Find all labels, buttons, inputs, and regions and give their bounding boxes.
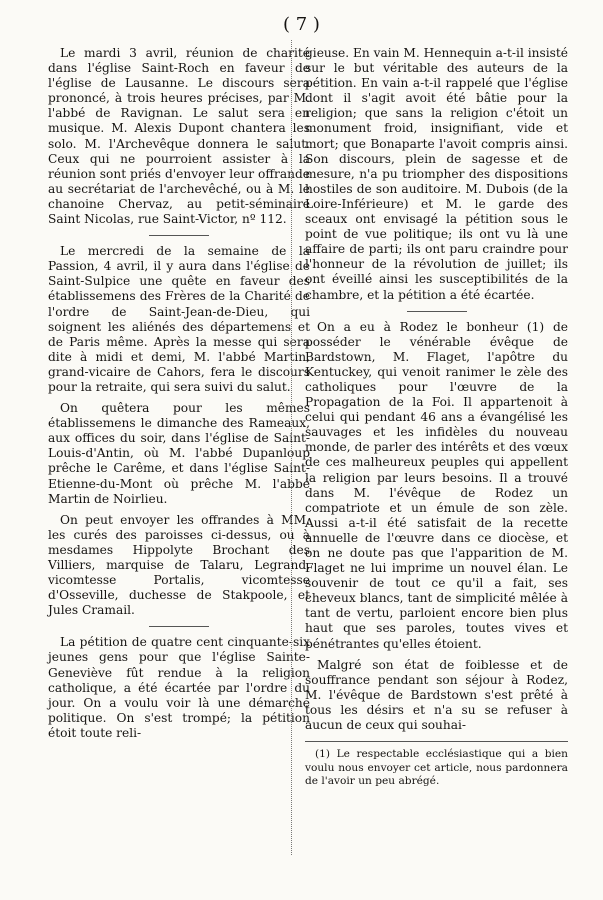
right-column bbox=[305, 46, 568, 789]
section-divider bbox=[149, 626, 209, 627]
section-divider bbox=[149, 235, 209, 236]
article-offerings: On peut envoyer les offrandes à MM. les curés des paroisses ci-dessus, ou à mesdames Hippolyte Brochant des Villiers, marquise de Talaru, Legrand, vicomtesse Portalis, vicomtesse d'Osseville, duchesse de Stakpoole, et Jules Cramail. bbox=[48, 512, 310, 618]
article-petition-start: La pétition de quatre cent cinquante-six jeunes gens pour que l'église Sainte-Geneviève fût rendue à la religion catholique, a été écartée par l'ordre du jour. On a voulu voir là une démarche politique. On s'est trompé; la pétition étoit toute reli- bbox=[48, 635, 310, 740]
article-rodez-bishop: On a eu à Rodez le bonheur (1) de posséder le vénérable évêque de Bardstown, M. Flaget, l'apôtre du Kentuckey, qui venoit ranimer le zèle des catholiques pour l'œuvre de la Propagation de la Foi. Il appartenoit à celui qui pendant 46 ans a évangélisé les sauvages et les infidèles du nouveau monde, de parler des intérêts et des vœux de ces malheureux peuples qui appellent la religion par leurs besoins. Il a trouvé dans M. l'évêque de Rodez un compatriote et un émule de son zèle. Aussi a-t-il été satisfait de la recette annuelle de l'œuvre dans ce diocèse, et on ne doute pas que l'apparition de M. Flaget ne lui imprime un nouvel élan. Le souvenir de tout ce qu'il a fait, ses cheveux blancs, tant de simplicité mêlée à tant de vertu, parloient encore bien plus haut que ses paroles, toutes vives et pénétrantes qu'elles étoient. bbox=[305, 319, 568, 651]
footnote: (1) Le respectable ecclésiastique qui a bien voulu nous envoyer cet article, nous pardonnera de l'avoir un peu abrégé. bbox=[305, 741, 568, 789]
article-rodez-continued: Malgré son état de foiblesse et de souffrance pendant son séjour à Rodez, M. l'évêque de Bardstown s'est prêté à tous les désirs et n'a su se refuser à aucun de ceux qui souhai- bbox=[305, 657, 568, 733]
column-divider bbox=[291, 40, 292, 855]
article-saint-sulpice-collection: Le mercredi de la semaine de la Passion, 4 avril, il y aura dans l'église de Saint-Sulpice une quête en faveur des établissemens des Frères de la Charité de l'ordre de Saint-Jean-de-Dieu, qui soignent les aliénés des départemens et de Paris même. Après la messe qui sera dite à midi et demi, M. l'abbé Martin, grand-vicaire de Cahors, fera le discours pour la retraite, qui sera suivi du salut. bbox=[48, 244, 310, 394]
left-column bbox=[48, 46, 310, 747]
section-divider bbox=[407, 311, 467, 312]
page-number: ( 7 ) bbox=[283, 14, 320, 35]
article-palm-sunday-collection: On quêtera pour les mêmes établissemens le dimanche des Rameaux, aux offices du soir, dans l'église de Saint-Louis-d'Antin, où M. l'abbé Dupanloup prêche le Carême, et dans l'église Saint-Etienne-du-Mont où prêche M. l'abbé Martin de Noirlieu. bbox=[48, 401, 310, 506]
article-charity-saint-roch: Le mardi 3 avril, réunion de charité dans l'église Saint-Roch en faveur de l'église de Lausanne. Le discours sera prononcé, à trois heures précises, par M. l'abbé de Ravignan. Le salut sera en musique. M. Alexis Dupont chantera les solo. M. l'Archevêque donnera le salut. Ceux qui ne pourroient assister à la réunion sont priés d'envoyer leur offrande au secrétariat de l'archevêché, ou à M. le chanoine Chervaz, au petit-séminaire Saint Nicolas, rue Saint-Victor, nº 112. bbox=[48, 46, 310, 227]
article-petition-continued: gieuse. En vain M. Hennequin a-t-il insisté sur le but véritable des auteurs de la pétition. En vain a-t-il rappelé que l'église dont il s'agit avoit été bâtie pour la religion; que sans la religion c'étoit un monument froid, insignifiant, vide et mort; que Bonaparte l'avoit compris ainsi. Son discours, plein de sagesse et de mesure, n'a pu triompher des dispositions hostiles de son auditoire. M. Dubois (de la Loire-Inférieure) et M. le garde des sceaux ont envisagé la pétition sous le point de vue politique; ils ont vu là une affaire de parti; ils ont paru craindre pour l'honneur de la révolution de juillet; ils ont éveillé ainsi les susceptibilités de la chambre, et la pétition a été écartée. bbox=[305, 46, 568, 302]
